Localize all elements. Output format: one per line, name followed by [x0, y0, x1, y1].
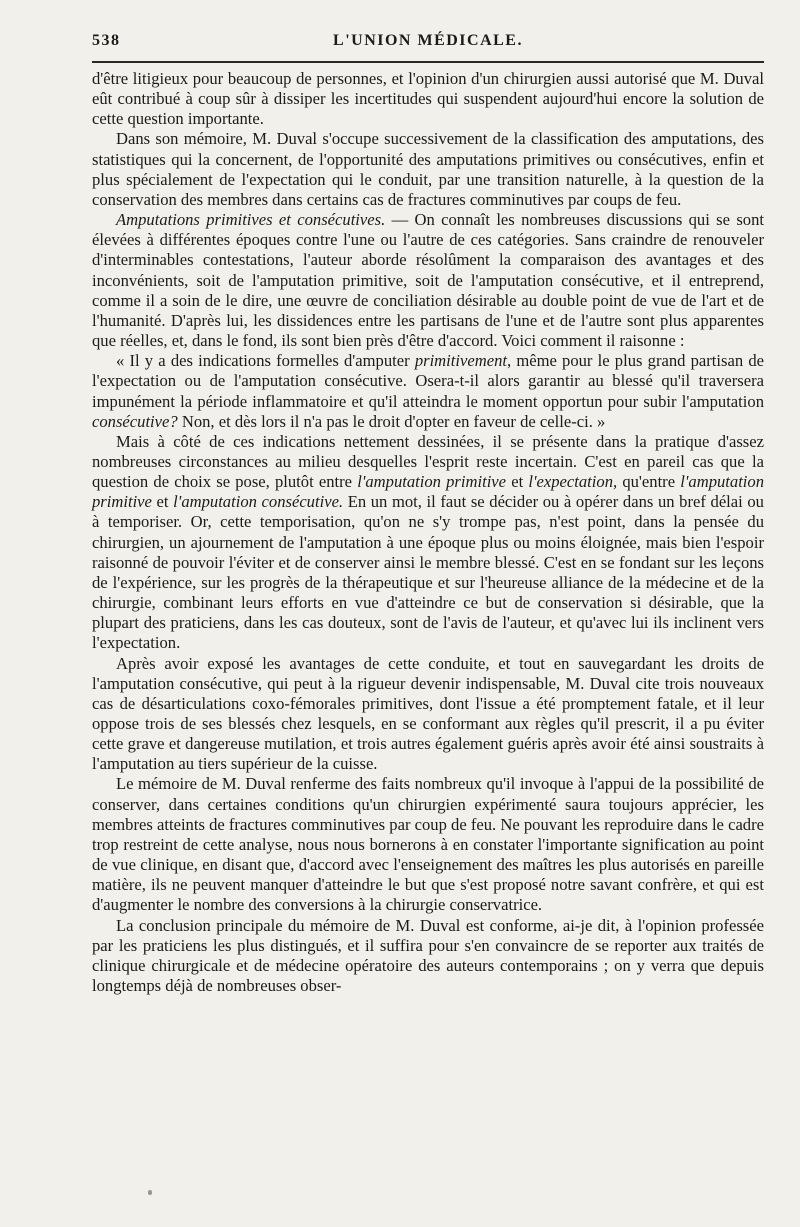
journal-title: L'UNION MÉDICALE. [333, 32, 523, 49]
paragraph [92, 69, 764, 129]
paragraph [92, 210, 764, 351]
text-run: Dans son mémoire, M. Duval s'occupe successivement de la classification des amputations, des statistiques qui la concernent, de l'opportunité des amputations primitives ou consécutives, enfin et plus spécialement de l'expectation qui le conduit, par une transition naturelle, à la question de la conservation des membres dans certains cas de fractures comminutives par coups de feu. [92, 129, 764, 209]
header-rule [92, 61, 764, 63]
text-run: , même pour le plus grand partisan de l'expectation ou de l'amputation consécutive. Osera-t-il alors garantir au blessé qu'il traversera impunément la période inflammatoire et qu'il atteindra le moment opportun pour subir l'amputation [92, 351, 764, 411]
text-run: d'être litigieux pour beaucoup de personnes, et l'opinion d'un chirurgien aussi autorisé que M. Duval eût contribué à coup sûr à dissiper les incertitudes qui suspendent aujourd'hui encore la solution de cette question importante. [92, 69, 764, 129]
italic-text: l'amputation primitive [92, 472, 765, 512]
article-body [92, 69, 764, 996]
paragraph [92, 129, 764, 210]
paragraph [92, 351, 764, 432]
text-run: Après avoir exposé les avantages de cette conduite, et tout en sauvegardant les droits de l'amputation consécutive, qui peut à la rigueur devenir indispensable, M. Duval cite trois nouveaux cas de désarticulations coxo-fémorales primitives, dont l'issue a été promptement fatale, et il leur oppose trois de ses blessés chez lesquels, en se conformant aux règles qu'il prescrit, il a pu éviter cette grave et dangereuse mutilation, et trois autres également guéris après avoir été ainsi soustraits à l'amputation au tiers supérieur de la cuisse. [92, 653, 764, 774]
italic-text: l'amputation consécutive. [173, 492, 344, 512]
italic-text: Amputations primitives et consécutives. [116, 210, 386, 230]
italic-text: consécutive? [92, 411, 178, 431]
text-run: La conclusion principale du mémoire de M. Duval est conforme, ai-je dit, à l'opinion professée par les praticiens les plus distingués, et il suffira pour s'en convaincre de se reporter aux traités de clinique chirurgicale et de médecine opératoire des auteurs contemporains ; on y verra que depuis longtemps déjà de nombreuses obser- [92, 915, 764, 996]
paragraph [92, 654, 764, 775]
paragraph [92, 774, 764, 915]
text-run: Mais à côté de ces indications nettement dessinées, il se présente dans la pratique d'assez nombreuses circonstances au milieu desquelles l'esprit reste incertain. C'est en pareil cas que la question de choix se pose, plutôt entre [92, 431, 764, 492]
paper-speck [148, 1190, 152, 1195]
page-number: 538 [92, 32, 121, 49]
text-run: et [506, 472, 529, 492]
paragraph [92, 432, 764, 654]
text-run: qu'entre [617, 472, 681, 492]
text-run: Le mémoire de M. Duval renferme des faits nombreux qu'il invoque à l'appui de la possibilité de conserver, dans certaines conditions qu'un chirurgien expérimenté saura toujours apprécier, les membres atteints de fractures comminutives par coup de feu. Ne pouvant les reproduire dans le cadre trop restreint de cette analyse, nous nous bornerons à en constater l'importante signification au point de vue clinique, en disant que, d'accord avec l'enseignement des maîtres les plus autorisés en pareille matière, ils ne peuvent manquer d'atteindre le but que s'est proposé notre savant confrère, et qui est d'augmenter le nombre des conversions à la chirurgie conservatrice. [92, 774, 764, 915]
text-run: « Il y a des indications formelles d'amputer [116, 351, 415, 371]
text-run: En un mot, il faut se décider ou à opérer dans un bref délai ou à temporiser. Or, cette temporisation, qu'on ne s'y trompe pas, n'est point, dans la pensée du chirurgien, un ajournement de l'amputation à une époque plus ou moins éloignée, mais bien l'espoir raisonné de pouvoir l'éviter et de conserver ainsi le membre blessé. C'est en se fondant sur les leçons de l'expérience, sur les progrès de la thérapeutique et sur l'heureuse alliance de la médecine et de la chirurgie, combinant leurs efforts en vue d'atteindre ce but de conservation si désirable, que la plupart des praticiens, dans les cas douteux, sont de l'avis de l'auteur, et qu'avec lui ils inclinent vers l'expectation. [92, 492, 764, 653]
text-run: et [151, 492, 174, 512]
paragraph [92, 916, 764, 997]
italic-text: l'expectation, [528, 472, 618, 492]
page-header [92, 30, 764, 60]
italic-text: l'amputation primitive [357, 472, 507, 492]
text-run: Non, et dès lors il n'a pas le droit d'opter en faveur de celle-ci. » [177, 411, 606, 431]
text-run: — On connaît les nombreuses discussions qui se sont élevées à différentes époques contre l'une ou l'autre de ces catégories. Sans craindre de renouveler d'interminables contestations, l'auteur aborde résolûment la comparaison des avantages et des inconvénients, soit de l'amputation primitive, soit de l'amputation consécutive, et il entreprend, comme il a soin de le dire, une œuvre de conciliation désirable au double point de vue de l'art et de l'humanité. D'après lui, les dissidences entre les partisans de l'une et de l'autre sont plus apparentes que réelles, et, dans le fond, ils sont bien près d'être d'accord. Voici comment il raisonne : [92, 210, 764, 351]
italic-text: primitivement [414, 351, 507, 371]
